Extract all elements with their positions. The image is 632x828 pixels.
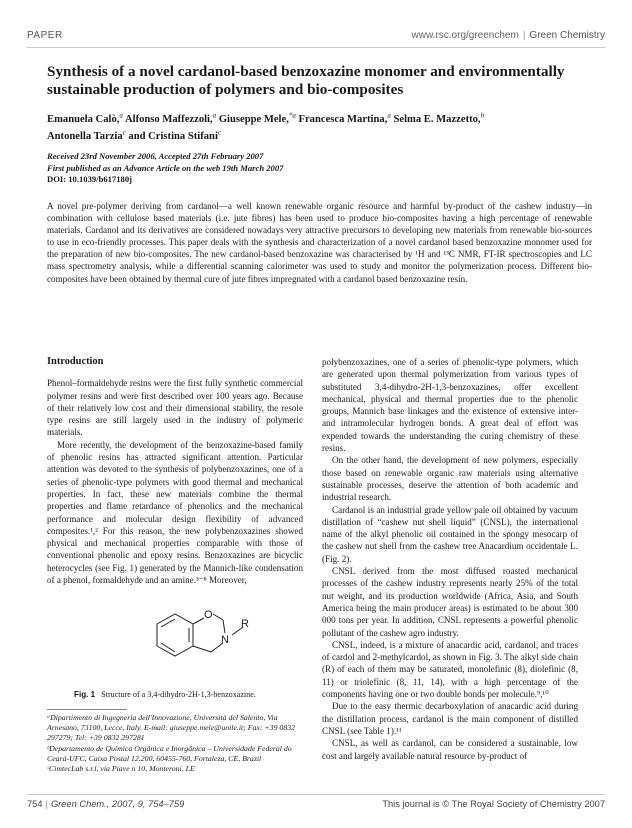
- atom-label-r: R: [241, 618, 249, 630]
- affiliations: [47, 713, 303, 774]
- author: Alfonso Maffezzoli,$^a$: [124, 111, 217, 125]
- atom-label-o: O: [204, 609, 213, 621]
- page-header: [27, 30, 605, 46]
- atom-label-n: N: [221, 634, 229, 646]
- citation: Green Chem., 2007, 9, 754–759: [50, 799, 185, 809]
- footer-citation-block: [27, 799, 184, 809]
- paragraph: polybenzoxazines, one of a series of phenolic-type polymers, which are generated upon thermal polymerization from various types of substituted 3,4-dihydro-2H-1,3-benzoxazines, offer excellent mechanical, physical and thermal properties due to the phenolic groups, Mannich base linkages and the existence of extensive inter- and intramolecular hydrogen bonds. A great deal of effort was expended towards the understanding the curing chemistry of these resins.: [322, 357, 578, 454]
- header-journal-info: [412, 30, 605, 41]
- figure-caption-text: Structure of a 3,4-dihydro-2H-1,3-benzoxazine.: [101, 690, 256, 699]
- header-separator: |: [522, 30, 526, 41]
- publication-history: [47, 151, 587, 186]
- affiliation-b: ᵇDepartamento de Química Orgânica e Inorgânica – Universidade Federal do Ceará-UFC, Caixa Postal 12.200, 60455-760, Fortaleza, CE, Brazil: [47, 743, 292, 763]
- paragraph: More recently, the development of the benzoxazine-based family of phenolic resins has attracted significant attention. Particular attention was devoted to the synthesis of polybenzoxazines, one of a series of phenolic-type polymers with good thermal and mechanical properties. In fact, these new materials combine the thermal properties and flame retardance of phenolics and the mechanical performance and molecular design flexibility of advanced composites.¹,² For this reason, the new polybenzoxazines showed physical and mechanical properties comparable with those of conventional phenolic and epoxy resins. Benzoxazines are bicyclic heterocycles (see Fig. 1) generated by the Mannich-like condensation of a phenol, formaldehyde and an amine.³⁻⁸ Moreover,: [47, 439, 303, 586]
- article-title: Synthesis of a novel cardanol-based benzoxazine monomer and environmentally sustainable production of polymers and bio-composites: [47, 63, 565, 98]
- bond-ch2-ring: [193, 646, 211, 652]
- header-rule: [27, 47, 605, 48]
- copyright: This journal is © The Royal Society of Chemistry 2007: [382, 799, 605, 809]
- right-column: [322, 356, 578, 762]
- figure-1: [47, 594, 303, 704]
- paragraph: Phenol–formaldehyde resins were the first fully synthetic commercial polymer resins and were first described over 100 years ago. Because of their relatively low cost and their dimensional stability, the resole type resins are still largely used in the industry of polymeric materials.: [47, 378, 303, 438]
- bond-ring-o: [193, 618, 204, 624]
- section-label: PAPER: [27, 30, 63, 41]
- benzoxazine-structure: [137, 594, 257, 689]
- paragraph: On the other hand, the development of new polymers, especially those based on renewable organic raw materials using alternative sustainable processes, deserve the attention of both academic and industrial research.: [322, 455, 578, 503]
- bond-o-ch2: [213, 614, 223, 620]
- author: Selma E. Mazzetto,$^b$: [393, 111, 485, 125]
- doi[interactable]: DOI: 10.1039/b617180j: [47, 174, 132, 184]
- affiliation-c: ᶜCimtecLab s.r.l, via Piave n 10, Monteroni, LE: [47, 764, 195, 774]
- journal-name: Green Chemistry: [529, 30, 605, 41]
- section-heading: Introduction: [47, 356, 104, 367]
- figure-label: Fig. 1: [74, 690, 96, 699]
- author: Giuseppe Mele,$^{*a}$: [218, 111, 296, 125]
- received-date: Received 23rd November 2006, Accepted 27th February 2007: [47, 151, 264, 161]
- author: and Cristina Stifani$^c$: [128, 128, 221, 142]
- author: Francesca Martina,$^a$: [298, 111, 391, 125]
- author: Emanuela Calò,$^a$: [47, 111, 123, 125]
- paragraph: CNSL, indeed, is a mixture of anacardic acid, cardanol, and traces of cardol and 2-methylcardol, as shown in Fig. 3. The alkyl side chain (R) of each of them may be saturated, monolefinic (8), diolefinic (8, 11) or triolefinic (8, 11, 14), with a high percentage of the components having one or two double bonds per molecule.⁹,¹⁰: [322, 639, 578, 700]
- paragraph: Cardanol is an industrial grade yellow pale oil obtained by vacuum distillation of “cashew nut shell liquid” (CNSL), the international name of the alkyl phenolic oil contained in the spongy mesocarp of the cashew nut shell from the cashew tree Anacardium occidentale L. (Fig. 2).: [322, 504, 578, 564]
- left-column: [47, 356, 303, 586]
- page-footer: [27, 799, 605, 813]
- paragraph: CNSL derived from the most diffused roasted mechanical processes of the cashew industry represents nearly 25% of the total nut weight, and its production worldwide (Africa, Asia, and South America being the main producer areas) is estimated to be about 300 000 tons per year. In addition, CNSL represents a powerful phenolic pollutant of the cashew agro industry.: [322, 566, 578, 638]
- affiliation-rule: [47, 709, 127, 710]
- author: Antonella Tarzia$^c$: [47, 128, 126, 142]
- abstract: A novel pre-polymer deriving from cardanol—a well known renewable organic resource and harmful by-product of the cashew industry—in combination with cellulose based materials (i.e. jute fibres) has been used to produce bio-composites having a high percentage of renewable materials. Cardanol and its derivatives are considered nowadays very attractive precursors to developing new materials from renewable bio-sources to use in eco-friendly processes. This paper deals with the synthesis and characterization of a novel cardanol based benzoxazine monomer used for the preparation of new bio-composites. The new cardanol-based benzoxazine was characterised by ¹H and ¹³C NMR, FT-IR spectroscopies and LC mass spectrometry analysis, while a differential scanning calorimeter was used to study and monitor the polymerization process. Different bio-composites have been obtained by thermal cure of jute fibres impregnated with a cardanol based benzoxazine resin.: [47, 201, 592, 284]
- paragraph: CNSL, as well as cardanol, can be considered a sustainable, low cost and largely available natural resource by-product of: [322, 738, 578, 761]
- benzene-ring: [157, 614, 193, 656]
- bond-ch2-n: [223, 620, 225, 633]
- figure-caption: [74, 690, 304, 699]
- page-number: 754: [27, 799, 43, 809]
- first-published: First published as an Advance Article on the web 19th March 2007: [47, 162, 284, 173]
- paragraph: Due to the easy thermic decarboxylation of anacardic acid during the distillation process, cardanol is the main component of distilled CNSL (see Table 1).¹¹: [322, 701, 578, 736]
- footer-rule: [27, 794, 605, 795]
- affiliation-a: ᵃDipartimento di Ingegneria dell'Innovazione, Università del Salento, Via Arnesano, 73100, Lecce, Italy. E-mail: giuseppe.mele@unile.it; Fax: +39 0832 297279; Tel: +39 0832 297281: [47, 713, 296, 743]
- author-list: [47, 109, 587, 143]
- journal-url[interactable]: www.rsc.org/greenchem: [411, 30, 519, 41]
- footer-separator: |: [45, 799, 48, 809]
